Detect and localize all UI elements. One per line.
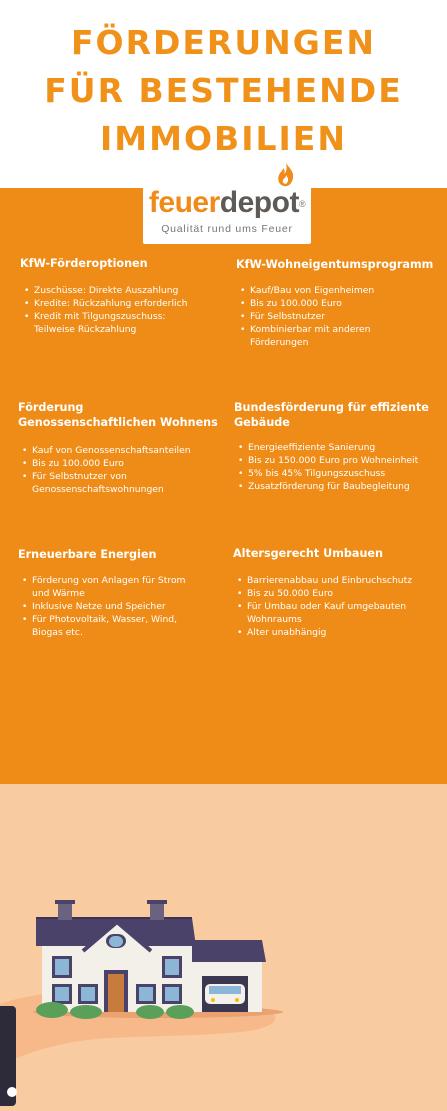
title-line-3: IMMOBILIEN <box>100 119 347 158</box>
feuerdepot-logo <box>143 176 311 244</box>
list-item: • Förderung von Anlagen für Strom und Wärme <box>18 574 228 600</box>
section-heading: Erneuerbare Energien <box>18 548 157 561</box>
list-item: • Kauf von Genossenschaftsanteilen <box>18 444 228 457</box>
list-item: • Für Selbstnutzer <box>236 310 441 323</box>
bullet-list <box>20 284 225 336</box>
section-genossenschaftliches-wohnen <box>18 400 228 496</box>
garage-roof <box>186 940 266 962</box>
bullet-list <box>236 284 441 349</box>
flame-icon <box>275 162 297 188</box>
bullet-list <box>233 574 443 639</box>
section-kfw-wohneigentumsprogramm <box>236 257 441 349</box>
section-kfw-foerderoptionen <box>20 256 225 336</box>
logo-word-feuer: feuer <box>148 186 220 219</box>
header-area <box>0 0 447 188</box>
list-item: • Kredite: Rückzahlung erforderlich <box>20 297 225 310</box>
list-item: • 5% bis 45% Tilgungszuschuss <box>234 467 444 480</box>
bullet-list <box>18 444 228 496</box>
bullet-list <box>18 574 228 639</box>
title-line-1: FÖRDERUNGEN <box>70 23 376 62</box>
section-heading: Förderung Genossenschaftlichen Wohnens <box>18 401 218 429</box>
logo-word-depot: depot <box>219 186 299 219</box>
list-item: • Für Selbstnutzer von Genossenschaftswohnungen <box>18 470 228 496</box>
list-item: • Kauf/Bau von Eigenheimen <box>236 284 441 297</box>
list-item: • Alter unabhängig <box>233 626 443 639</box>
list-item: • Bis zu 100.000 Euro <box>236 297 441 310</box>
list-item: • Bis zu 50.000 Euro <box>233 587 443 600</box>
section-heading: Altersgerecht Umbauen <box>233 547 383 560</box>
house-on-hand-illustration <box>0 784 447 1111</box>
list-item: • Energieeffiziente Sanierung <box>234 441 444 454</box>
front-door <box>108 974 124 1012</box>
list-item: • Zusatzförderung für Baubegleitung <box>234 480 444 493</box>
list-item: • Für Photovoltaik, Wasser, Wind, Biogas etc. <box>18 613 228 639</box>
list-item: • Bis zu 150.000 Euro pro Wohneinheit <box>234 454 444 467</box>
section-altersgerecht-umbauen <box>233 546 443 639</box>
section-erneuerbare-energien <box>18 547 228 639</box>
list-item: • Bis zu 100.000 Euro <box>18 457 228 470</box>
section-heading: KfW-Wohneigentumsprogramm <box>236 258 434 271</box>
list-item: • Kredit mit Tilgungszuschuss: Teilweise Rückzahlung <box>20 310 225 336</box>
logo-wordmark <box>143 186 311 220</box>
registered-mark: ® <box>298 199 306 210</box>
title-line-2: FÜR BESTEHENDE <box>44 71 403 110</box>
section-bundesfoerderung-gebaeude <box>234 400 444 493</box>
bullet-list <box>234 441 444 493</box>
list-item: • Barrierenabbau und Einbruchschutz <box>233 574 443 587</box>
list-item: • Zuschüsse: Direkte Auszahlung <box>20 284 225 297</box>
section-heading: Bundesförderung für effiziente Gebäude <box>234 401 429 429</box>
illustration-area <box>0 784 447 1111</box>
section-heading: KfW-Förderoptionen <box>20 257 148 270</box>
list-item: • Für Umbau oder Kauf umgebauten Wohnraums <box>233 600 443 626</box>
logo-tagline: Qualität rund ums Feuer <box>161 223 293 235</box>
list-item: • Inklusive Netze und Speicher <box>18 600 228 613</box>
list-item: • Kombinierbar mit anderen Förderungen <box>236 323 441 349</box>
